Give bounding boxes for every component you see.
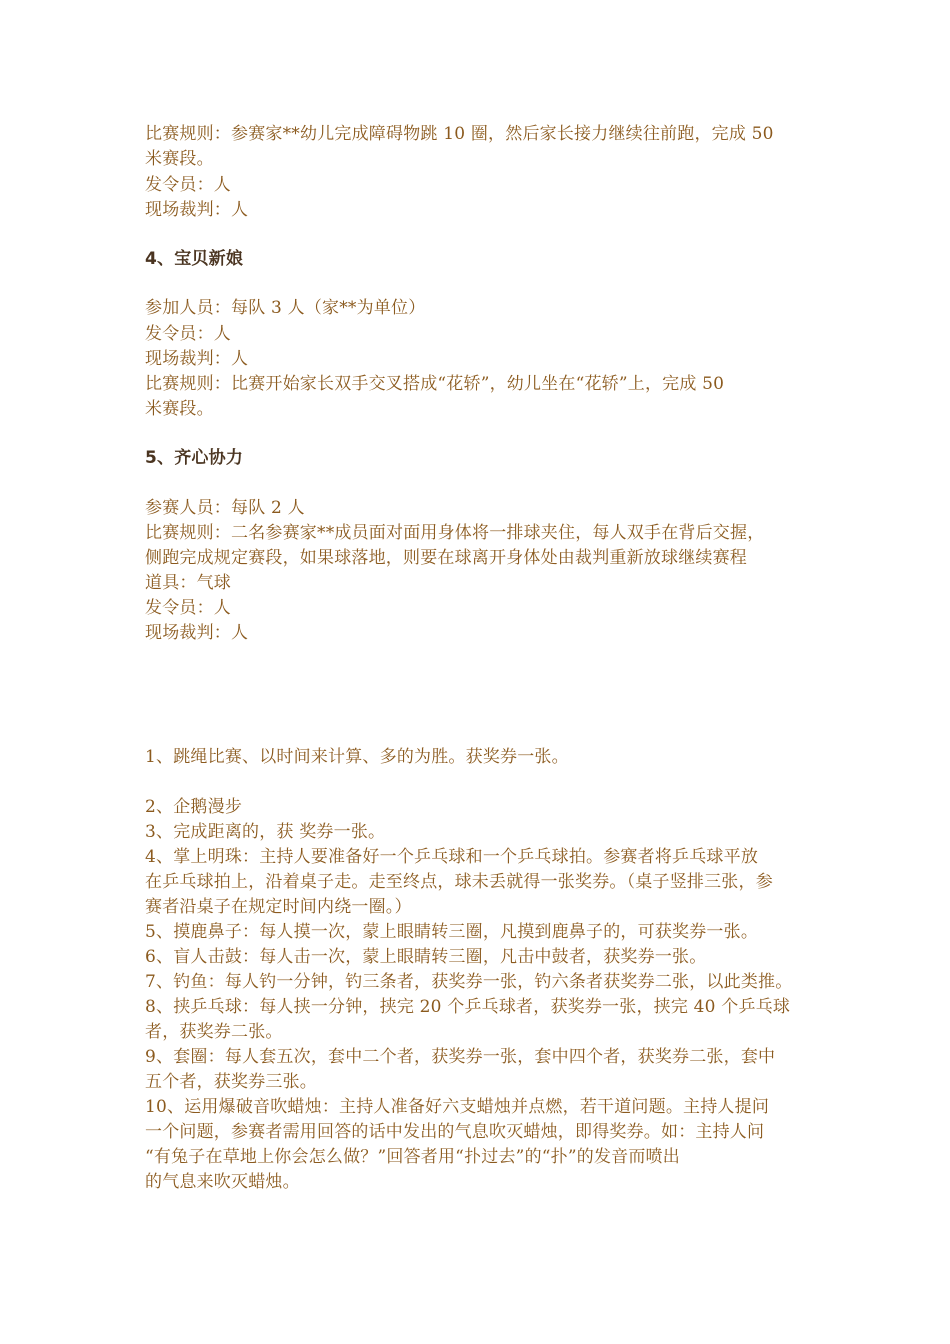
list-item: 5、摸鹿鼻子：每人摸一次，蒙上眼睛转三圈，凡摸到鹿鼻子的，可获奖券一张。 [145, 922, 759, 942]
referee-text: 现场裁判：人 [145, 623, 249, 643]
list-item: 者，获奖券二张。 [145, 1022, 283, 1042]
referee-text: 现场裁判：人 [145, 200, 249, 220]
list-item: 10、运用爆破音吹蜡烛：主持人准备好六支蜡烛并点燃，若干道问题。主持人提问 [145, 1097, 770, 1117]
starter-text: 发令员：人 [145, 324, 231, 344]
list-item: 的气息来吹灭蜡烛。 [145, 1172, 300, 1192]
referee-text: 现场裁判：人 [145, 349, 249, 369]
list-item: 一个问题，参赛者需用回答的话中发出的气息吹灭蜡烛，即得奖券。如：主持人问 [145, 1122, 765, 1142]
list-item: 五个者，获奖券三张。 [145, 1072, 317, 1092]
list-item: 赛者沿桌子在规定时间内绕一圈。） [145, 897, 412, 917]
rule-text: 比赛规则：二名参赛家**成员面对面用身体将一排球夹住，每人双手在背后交握， [145, 523, 765, 543]
list-item: 8、挟乒乓球：每人挟一分钟，挟完 20 个乒乓球者，获奖券一张，挟完 40 个乒乓球 [145, 997, 791, 1017]
participants-text: 参加人员：每队 3 人（家**为单位） [145, 298, 426, 318]
section-heading: 5、齐心协力 [145, 448, 244, 468]
starter-text: 发令员：人 [145, 598, 231, 618]
list-item: 9、套圈：每人套五次，套中二个者，获奖券一张，套中四个者，获奖券二张，套中 [145, 1047, 776, 1067]
rule-text: 米赛段。 [145, 399, 214, 419]
list-item: 在乒乓球拍上，沿着桌子走。走至终点，球未丢就得一张奖券。（桌子竖排三张，参 [145, 872, 773, 892]
list-item: “有兔子在草地上你会怎么做？”回答者用“扑过去”的“扑”的发音而喷出 [145, 1147, 680, 1167]
section-heading: 4、宝贝新娘 [145, 249, 244, 269]
list-item: 3、完成距离的，获 奖券一张。 [145, 822, 386, 842]
list-item: 2、企鹅漫步 [145, 797, 243, 817]
starter-text: 发令员：人 [145, 175, 231, 195]
rule-text: 比赛规则：参赛家**幼儿完成障碍物跳 10 圈，然后家长接力继续往前跑，完成 50 [145, 124, 774, 144]
participants-text: 参赛人员：每队 2 人 [145, 498, 305, 518]
rule-text: 侧跑完成规定赛段，如果球落地，则要在球离开身体处由裁判重新放球继续赛程 [145, 548, 747, 568]
rule-text: 米赛段。 [145, 149, 214, 169]
list-item: 4、掌上明珠：主持人要准备好一个乒乓球和一个乒乓球拍。参赛者将乒乓球平放 [145, 847, 759, 867]
list-item: 7、钓鱼：每人钓一分钟，钓三条者，获奖券一张，钓六条者获奖券二张，以此类推。 [145, 972, 793, 992]
props-text: 道具：气球 [145, 573, 231, 593]
list-item: 6、盲人击鼓：每人击一次，蒙上眼睛转三圈，凡击中鼓者，获奖券一张。 [145, 947, 707, 967]
list-item: 1、跳绳比赛、以时间来计算、多的为胜。获奖券一张。 [145, 747, 569, 767]
rule-text: 比赛规则：比赛开始家长双手交叉搭成“花轿”，幼儿坐在“花轿”上，完成 50 [145, 374, 725, 394]
